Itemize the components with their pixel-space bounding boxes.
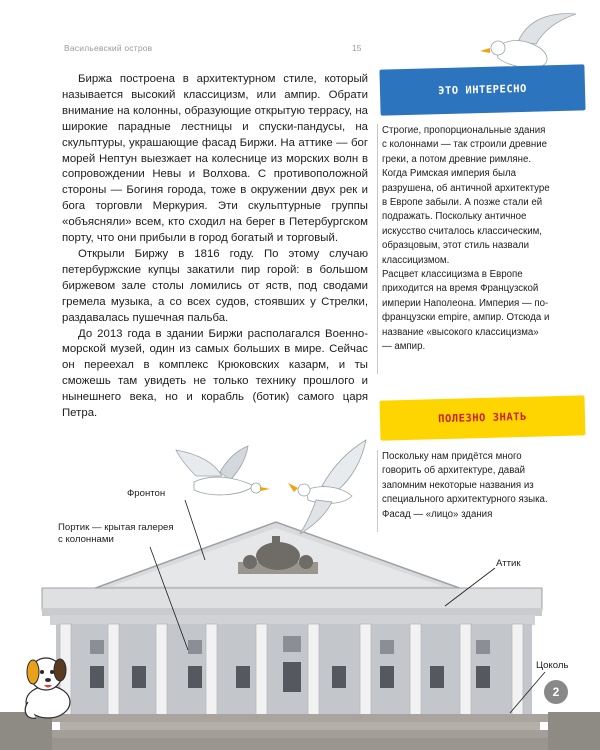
label-fronton: Фронтон <box>127 488 166 499</box>
useful-text <box>382 450 550 522</box>
sidebar-paragraph: Поскольку нам придётся много говорить об архитектуре, давай запомним некоторые названия из специального архитектурного языка. <box>382 451 548 506</box>
sidebar-paragraph: Фасад — «лицо» здания <box>382 508 493 520</box>
divider <box>377 124 378 374</box>
article-paragraph: До 2013 года в здании Биржи располагался Военно-морской музей, один из самых больших в мире. Сейчас он переехал в комплекс Крюковских казарм, и ты сможешь там увидеть не только технику прошлого и нынешнего века, но и корабль (ботик) самого царя Петра. <box>62 327 368 420</box>
plinth-tsokol <box>36 714 556 722</box>
page-number: 15 <box>352 43 362 53</box>
seagull-icon <box>176 446 270 495</box>
divider <box>377 450 378 532</box>
article-paragraph: Биржа построена в архитектурном стиле, который называется высокий классицизм, или ампир. Обрати внимание на колонны, образующие открытую террасу, на широкие парадные лестницы и спуски-пандусы, на скульптуры, украшающие фасад Биржи. На аттике — бог морей Нептун выезжает на колеснице из морских волн в сопровождении Невы и Волхова. С противоположной стороны — Богиня города, тоже в окружении двух рек и бога торговли Меркурия. Эти скульптурные группы «объясняли» всем, кто сходил на берег в Петербургском порту, что они прибыли в город богатый и торговый. <box>62 73 368 245</box>
label-attik: Аттик <box>496 558 521 569</box>
interesting-text <box>382 124 550 355</box>
sidebar-paragraph: Строгие, пропорциональные здания с колоннами — так строили древние греки, а потом древние римляне. Когда Римская империя была разрушена, об античной архитектуре в Европе забыли. А позже стали ей подражать. Поскольку античное искусство считалось классическим, образцовым, этот стиль назвали классицизмом. <box>382 125 550 266</box>
running-header: Васильевский остров <box>64 43 153 53</box>
page-badge: 2 <box>544 680 568 704</box>
article-paragraph: Открыли Биржу в 1816 году. По этому случаю петербуржские купцы закатили пир горой: в большом биржевом зале столы ломились от яств, под сводами гремела музыка, а со всех судов, стоявших у Стрелки, раздавалась пушечная пальба. <box>62 247 368 324</box>
useful-heading: ПОЛЕЗНО ЗНАТЬ <box>380 395 586 440</box>
label-portik: Портик — крытая галерея с колоннами <box>58 522 178 546</box>
sidebar-paragraph: Расцвет классицизма в Европе приходится на время Французской империи Наполеона. Империя — по-французски empire, ампир. Отсюда и название «высокого классицизма» — ампир. <box>382 269 550 353</box>
interesting-heading: ЭТО ИНТЕРЕСНО <box>379 64 585 115</box>
label-tsokol: Цоколь <box>536 660 569 671</box>
main-article <box>62 72 368 422</box>
